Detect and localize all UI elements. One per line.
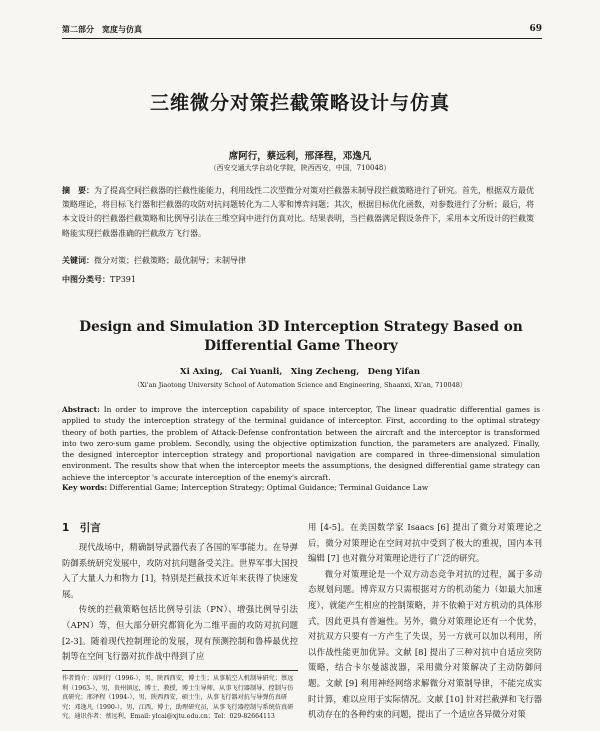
body-column-right [308,520,542,723]
abstract-en-label: Abstract: [62,405,100,414]
abstract-cn-text: 为了提高空间拦截器的拦截性能能力，利用线性二次型微分对策对拦截器末制导段拦截策略进行了研究。首先，根据双方最优策略理论，将目标飞行器和拦截器的攻防对抗问题转化为二人零和博弈问题；其次，根据目标优化函数，对参数进行了分析；最后，将本文设计的拦截器拦截策略和比例导引法在三维空间中进行仿真对比。结果表明，当拦截器满足假设条件下，采用本文所设计的拦截策略能实现拦截器准确的拦截敌方飞行器。 [62,186,534,238]
body-column-left [62,520,298,665]
abstract-cn-label: 摘 要： [62,186,94,195]
paragraph-continued: 用 [4-5]。在美国数学家 Isaacs [6] 提出了微分对策理论之后，微分对策理论在空间对抗中受到了极大的重视，国内本刊编辑 [7] 也对微分对策理论进行了广泛的研究。 [308,522,542,564]
running-header [62,24,542,39]
paper-title-en: Design and Simulation 3D Interception Strategy Based on Differential Game Theory [79,319,523,354]
paper-title-cn: 三维微分对策拦截策略设计与仿真 [149,92,450,114]
header-section-title: 第二部分 宽度与仿真 [62,24,142,34]
abstract-en [62,404,540,483]
keywords-en [62,483,540,492]
paragraph: 现代战场中，精确制导武器代表了各国的军事能力。在导弹防御系统研究发展中，攻防对抗问题备受关注。世界军事大国投入了大量人力和物力 [1]，特别是拦截技术近年来获得了快速发展。 [62,542,298,599]
classification-cn-label: 中图分类号： [62,275,110,284]
paragraph: 传统的拦截策略包括比例导引法（PN）、增强比例导引法（APN）等，但大部分研究都简化为二维平面的攻防对抗问题 [2-3]。随着现代控制理论的发展，现有预测控制和鲁棒最优控制等在空间飞行器对抗作战中得到了应 [62,604,298,662]
keywords-cn-label: 关键词： [62,256,94,265]
paragraph: 微分对策理论是一个双方动态竞争对抗的过程，属于多动态规划问题。博弈双方只需根据对方的机动能力（如最大加速度），就能产生相应的控制策略，并不依赖于对方机动的具体形式，因此更具有普遍性。另外，微分对策理论还有一个优势，对抗双方只要有一方产生了失误，另一方就可以加以利用，所以作战性能更加优异。文献 [8] 提出了三种对抗中自适应突防策略，结合卡尔曼滤波器，采用微分对策解决了主动防御问题。文献 [9] 利用神经网络求解微分对策制导律，不能完成实时计算，难以应用于实际情况。文献 [10] 针对拦截弹和飞行器机动存在的各种约束的问题，提出了一个适应各异微分对策 [308,568,542,720]
authors-en: Xi Axing, Cai Yuanli, Xing Zecheng, Deng Yifan [179,367,421,377]
affiliation-cn: （西安交通大学自动化学院，陕西西安，中国，710048） [209,164,391,172]
classification-cn-text: TP391 [110,275,136,284]
affiliation-en: （Xi'an Jiaotong University School of Automation Science and Engineering, Shaanxi, Xi'an, 710048） [133,381,467,389]
keywords-cn [62,255,540,266]
keywords-en-text: Differential Game; Interception Strategy; Optimal Guidance; Terminal Guidance Law [107,483,429,492]
abstract-en-text: In order to improve the interception capability of space interceptor, The linear quadratic differential games is applied to study the interception strategy of the terminal guidance of interceptor. First, according to the optimal strategy theory of both parties, the problem of Attack-Defense confrontation between the aircraft and the interceptor is transformed into two zero-sum game problem. Secondly, using the objective optimization function, the parameters are analyzed. Finally, the designed interceptor interception strategy and proportional navigation are compared in three-dimensional simulation environment. The results show that when the interceptor meets the assumptions, the designed differential game strategy can achieve the interceptor 's accurate interception of the enemy's aircraft. [62,405,540,482]
page-number: 69 [529,24,542,34]
section-heading-introduction: 1 引言 [62,522,101,534]
author-footnote: 作者简介：席阿行（1996-），男，陕西西安，博士生；从事航空人机制导研究；蔡远利（1963-），男，贵州镇远，博士，教授，博士生导师，从事飞行器制导、控制与仿真研究；邢泽程（1994-），男，陕西西安，硕士生，从事飞行器对抗与导弹仿真研究；邓逸凡（1990-），男，江西，博士，助理研究员，从事飞行器控制与系统仿真研究。通讯作者：蔡远利，Email: ylcai@xjtu.edu.cn；Tel：029-82664113 [62,670,298,722]
keywords-en-label: Key words: [62,483,108,492]
authors-cn: 席阿行，蔡远利，邢泽程，邓逸凡 [228,151,372,162]
keywords-cn-text: 微分对策；拦截策略；最优制导；末制导律 [94,256,246,265]
abstract-cn [62,184,540,241]
classification-cn [62,274,540,285]
